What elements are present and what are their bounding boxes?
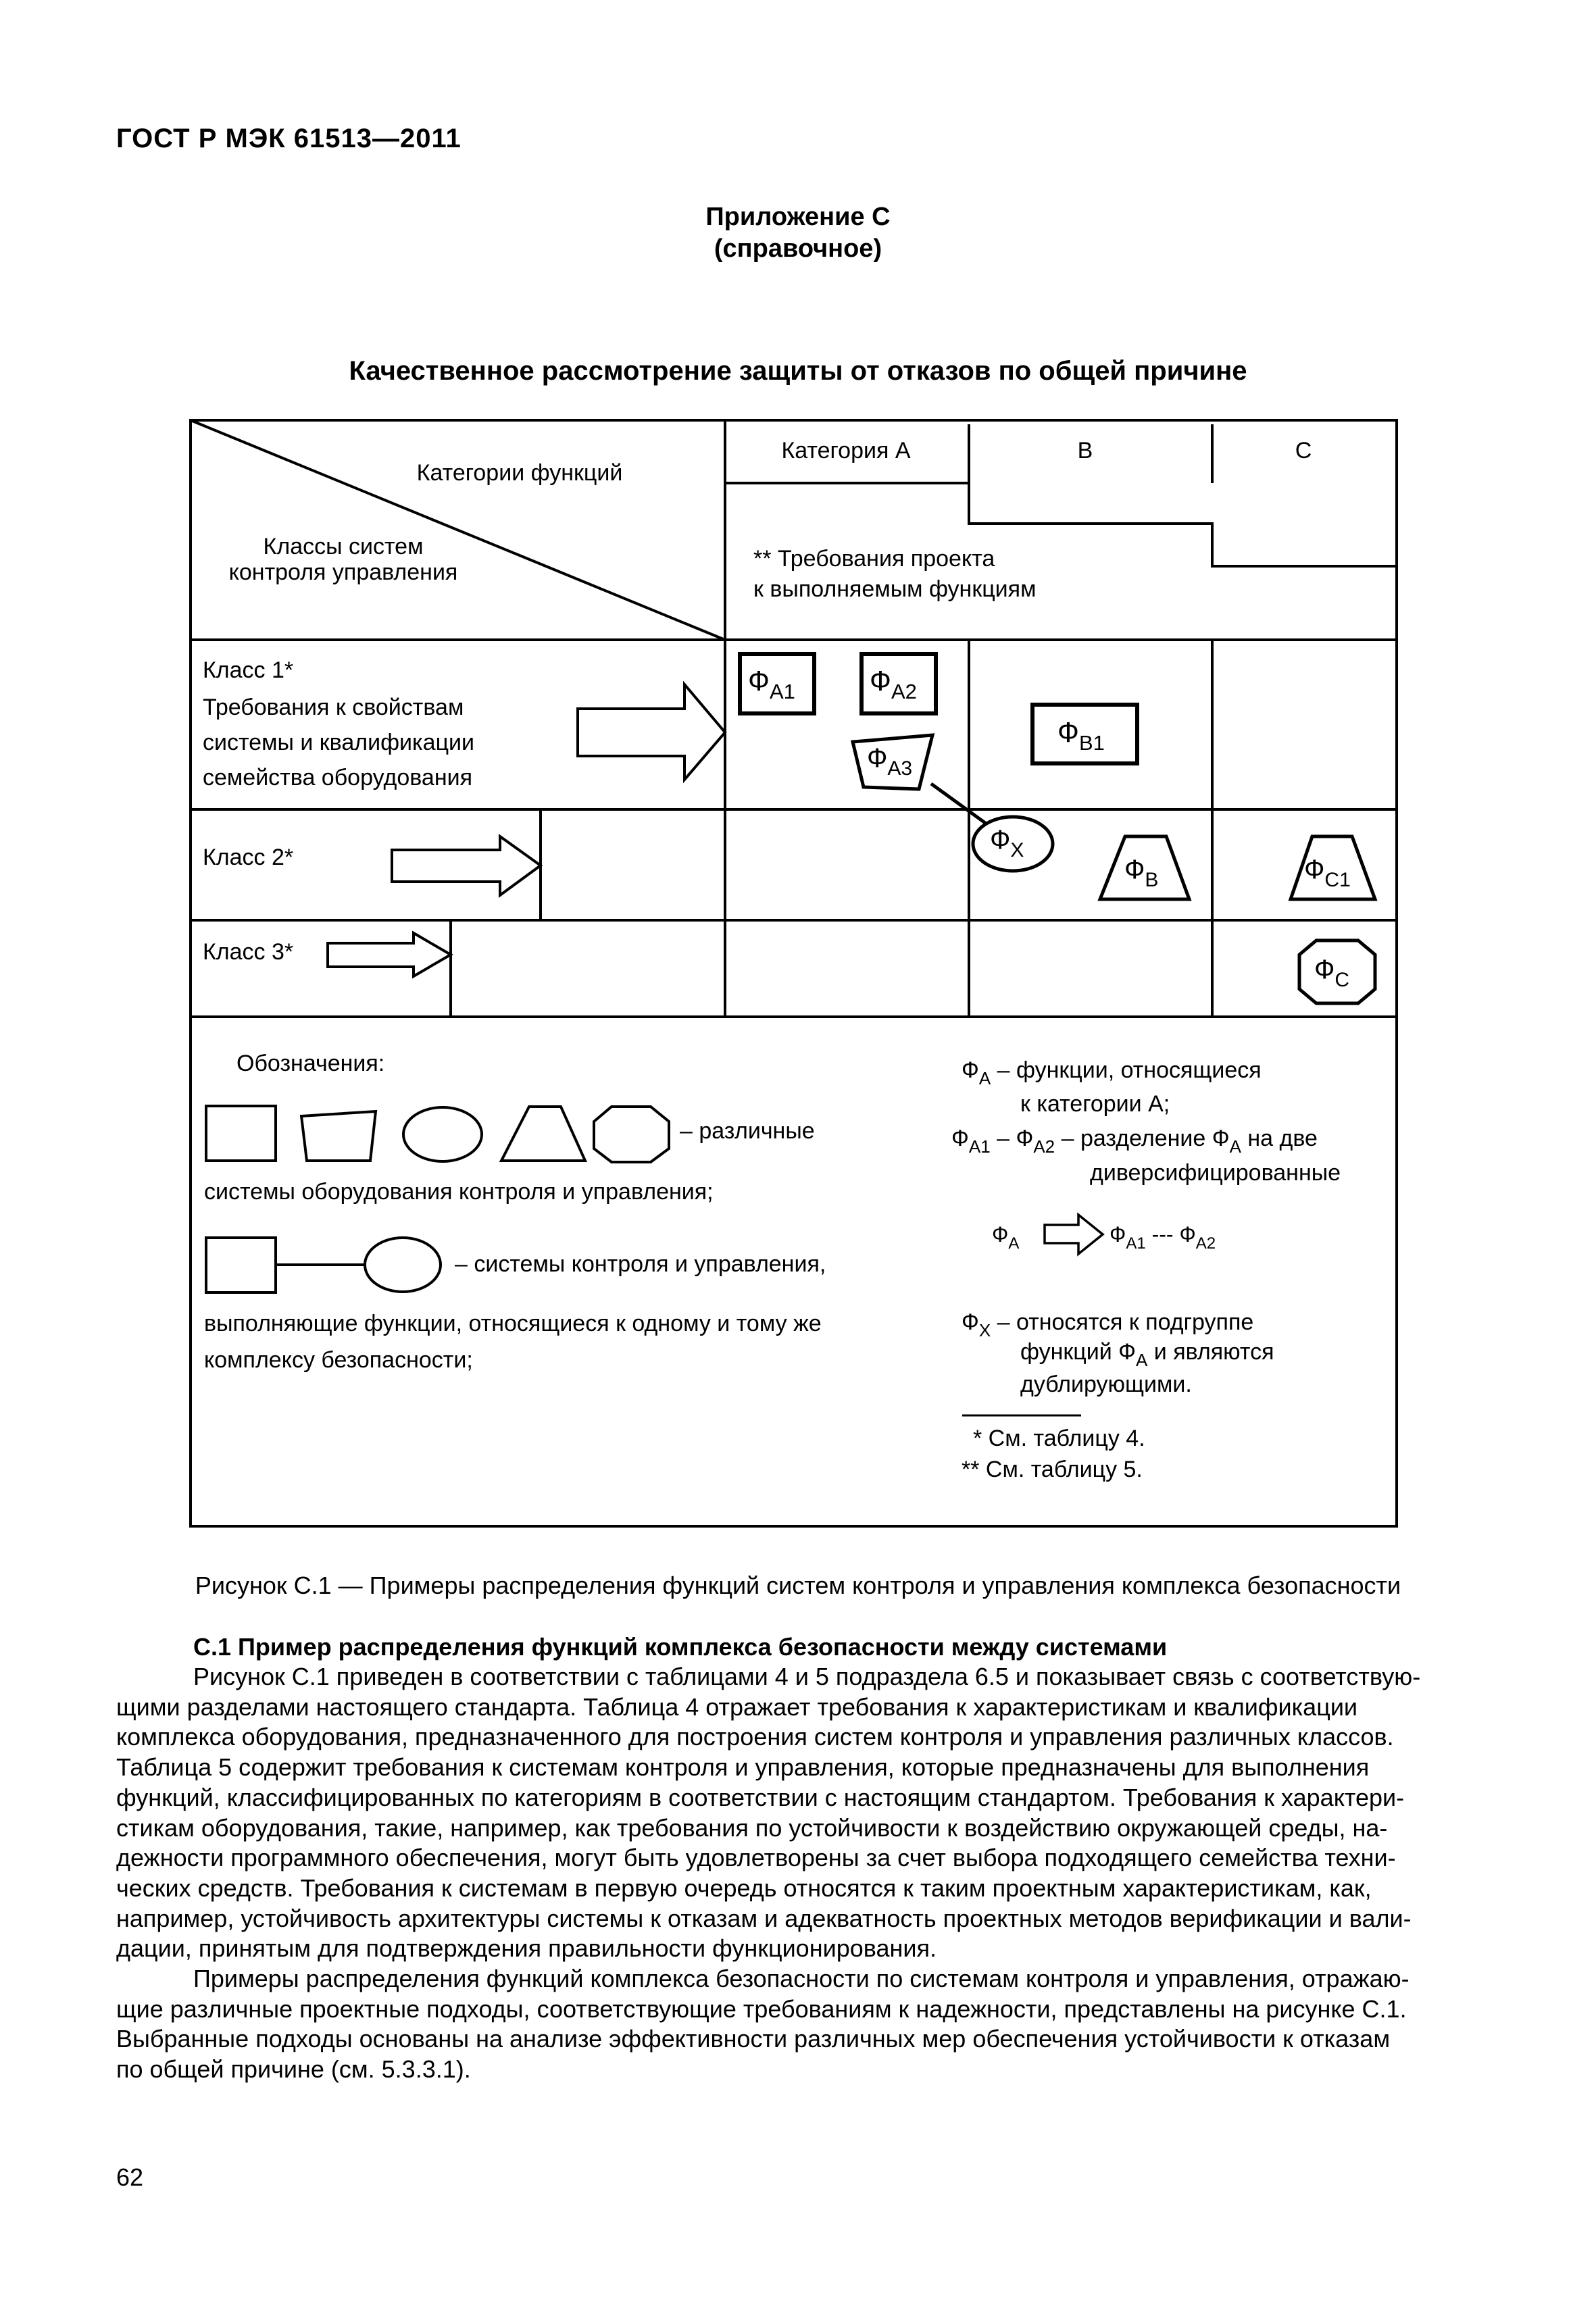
paragraph-line: Выбранные подходы основаны на анализе эффективности различных мер обеспечения устойчивости к отказам (116, 2025, 1391, 2053)
footnote-1: * См. таблицу 4. (973, 1426, 1145, 1451)
class1-desc-1: Требования к свойствам (203, 695, 464, 720)
paragraph-line: Примеры распределения функций комплекса безопасности по системам контроля и управления, отражаю- (193, 1965, 1410, 1992)
cat-b-label: В (1077, 438, 1093, 463)
paragraph-line: ческих средств. Требования к системам в первую очередь относятся к таким проектным характеристикам, как, (116, 1873, 1372, 1902)
def-phi-a: $Ф_А$ – функции, относящиеся (962, 1057, 1262, 1088)
category-staircase (969, 483, 1397, 566)
paragraph-line: дации, принятым для подтверждения правильности функционирования. (116, 1934, 937, 1963)
paragraph-line: функций, классифицированных по категориям в соответствии с настоящим стандартом. Требования к характери- (116, 1783, 1405, 1811)
legend-title: Обозначения: (236, 1051, 385, 1076)
def-split-2: диверсифицированные (1090, 1160, 1341, 1186)
def-phi-x-3: дублирующими. (1020, 1372, 1192, 1397)
footnote-2: ** См. таблицу 5. (962, 1457, 1143, 1482)
def-split: $Ф_{А1} - Ф_{А2}$ – разделение $Ф_А$ на две (951, 1126, 1318, 1157)
legend-octagon (594, 1107, 669, 1162)
class2-label: Класс 2* (203, 845, 294, 870)
legend-rectangle (206, 1106, 276, 1161)
legend-link-suffix: – системы контроля и управления, (455, 1251, 826, 1277)
def-phi-x-2: функций $Ф_А$ и являются (1020, 1339, 1274, 1370)
appendix-subtitle: (справочное) (714, 234, 882, 263)
paragraph-line: Таблица 5 содержит требования к системам контроля и управления, которые предназначены для выполнения (116, 1753, 1370, 1782)
page-number: 62 (116, 2163, 144, 2191)
phi-c-label: $Ф_С$ (1314, 955, 1350, 991)
document-header: ГОСТ Р МЭК 61513—2011 (116, 124, 462, 153)
class3-label: Класс 3* (203, 939, 294, 965)
phi-b-label: $Ф_В$ (1124, 855, 1159, 891)
figure-title: Качественное рассмотрение защиты от отказов по общей причине (349, 356, 1247, 386)
section-title: С.1 Пример распределения функций комплекса безопасности между системами (193, 1633, 1168, 1661)
paragraph-line: комплекса оборудования, предназначенного для построения систем контроля и управления различных классов. (116, 1723, 1394, 1751)
cat-a-label: Категория А (781, 438, 911, 463)
class1-desc-3: семейства оборудования (203, 765, 473, 790)
legend-ellipse (403, 1107, 482, 1161)
paragraph-line: щие различные проектные подходы, соответствующие требованиям к надежности, представлены на рисунке С.1. (116, 1994, 1407, 2023)
cat-c-label: С (1295, 438, 1312, 463)
phi-b1-label: $Ф_{В1}$ (1057, 716, 1105, 755)
phi-c1-label: $Ф_{С1}$ (1304, 855, 1351, 891)
phi-a3-label: $Ф_{А3}$ (867, 743, 913, 780)
class1-desc-2: системы и квалификации (203, 730, 475, 755)
legend-trapezoid (501, 1107, 585, 1161)
appendix-title: Приложение С (705, 203, 891, 231)
paragraph-2 (116, 1964, 1482, 2085)
class2-arrow (392, 836, 541, 895)
project-req-label-2: к выполняемым функциям (753, 576, 1037, 602)
paragraph-line: щими разделами настоящего стандарта. Таблица 4 отражает требования к характеристикам и квалификации (116, 1692, 1358, 1721)
def-arrow-left: $Ф_А$ (992, 1222, 1020, 1253)
legend-link-ellipse (365, 1238, 441, 1292)
split-arrow (1045, 1215, 1103, 1254)
def-phi-a-2: к категории А; (1020, 1091, 1170, 1117)
class1-arrow (578, 684, 725, 780)
link-a3-x (931, 784, 985, 823)
class3-arrow (328, 933, 451, 976)
paragraph-1 (116, 1662, 1482, 1964)
corner-diagonal (191, 420, 725, 640)
paragraph-line: дежности программного обеспечения, могут быть удовлетворены за счет выбора подходящего семейства техни- (116, 1844, 1396, 1872)
phi-a2-label: $Ф_{А2}$ (870, 665, 917, 703)
legend-link-desc-1: выполняющие функции, относящиеся к одному и тому же (204, 1311, 822, 1336)
phi-a1-label: $Ф_{А1}$ (748, 665, 795, 703)
phi-x-label: $Ф_Х$ (990, 825, 1024, 861)
corner-bottom-label-2: контроля управления (228, 559, 458, 585)
paragraph-line: стикам оборудования, такие, например, как требования по устойчивости к воздействию окружающей среды, на- (116, 1813, 1388, 1842)
def-phi-x: $Ф_Х$ – относятся к подгруппе (962, 1309, 1254, 1340)
corner-bottom-label-1: Классы систем (263, 534, 424, 559)
corner-top-label: Категории функций (416, 460, 623, 486)
class1-label: Класс 1* (203, 657, 294, 683)
paragraph-line: по общей причине (см. 5.3.3.1). (116, 2055, 471, 2084)
paragraph-line: например, устойчивость архитектуры системы к отказам и адекватность проектных методов верификации и вали- (116, 1904, 1412, 1932)
legend-parallelogram (301, 1111, 376, 1161)
project-req-label-1: ** Требования проекта (753, 546, 995, 572)
def-arrow-right: $Ф_{А1}$ --- $Ф_{А2}$ (1109, 1222, 1216, 1253)
legend-shapes-suffix: – различные (680, 1118, 815, 1144)
paragraph-line: Рисунок С.1 приведен в соответствии с таблицами 4 и 5 подраздела 6.5 и показывает связь с соответствую- (193, 1663, 1421, 1690)
legend-link-rectangle (206, 1238, 276, 1292)
legend-shapes-desc: системы оборудования контроля и управления; (204, 1179, 714, 1205)
legend-link-desc-2: комплексу безопасности; (204, 1347, 473, 1373)
figure-caption: Рисунок С.1 — Примеры распределения функций систем контроля и управления комплекса безопасности (195, 1571, 1401, 1599)
